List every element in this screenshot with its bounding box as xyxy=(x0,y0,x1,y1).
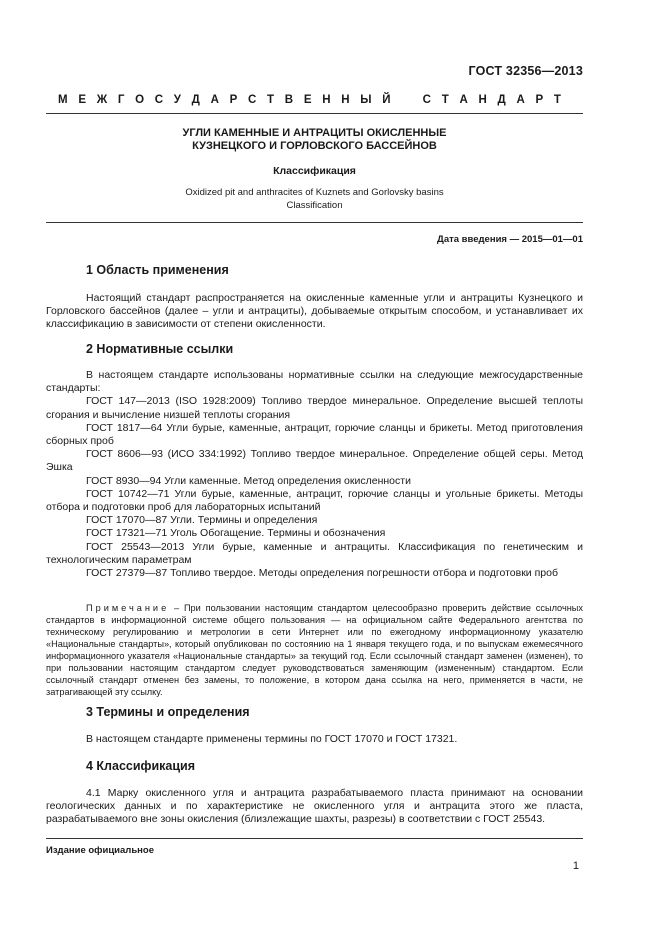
footer-rule xyxy=(46,838,583,839)
standard-type-letter: У xyxy=(173,94,181,106)
reference-item: ГОСТ 147—2013 (ISO 1928:2009) Топливо твердое минеральное. Определение высшей теплоты сгорания и вычисление низшей теплоты сгорания xyxy=(46,395,583,421)
normative-note xyxy=(46,602,583,698)
english-title-line-2: Classification xyxy=(286,199,343,211)
standard-type-letter: Т xyxy=(441,94,449,106)
standard-type-letter: С xyxy=(248,94,257,106)
standard-type-letter: Т xyxy=(553,94,561,106)
section-3-text xyxy=(46,733,583,746)
english-title xyxy=(46,187,583,212)
english-title-line-1: Oxidized pit and anthracites of Kuznets and Gorlovsky basins xyxy=(185,187,444,198)
section-4-text xyxy=(46,787,583,827)
reference-item: ГОСТ 1817—64 Угли бурые, каменные, антрацит, горючие сланцы и брикеты. Метод приготовления сборных проб xyxy=(46,421,583,448)
standard-type-letter: С xyxy=(422,94,431,106)
section-4-heading: 4 Классификация xyxy=(86,759,196,773)
section-3-heading: 3 Термины и определения xyxy=(86,705,250,719)
reference-item: ГОСТ 27379—87 Топливо твердое. Методы определения погрешности отбора и подготовки проб xyxy=(86,567,558,580)
reference-item: ГОСТ 25543—2013 Угли бурые, каменные и антрациты. Классификация по генетическим и технологическим параметрам xyxy=(46,540,583,566)
standard-type-letter: Г xyxy=(117,94,125,106)
standard-type-line xyxy=(58,94,561,106)
reference-item: ГОСТ 10742—71 Угли бурые, каменные, антрацит, горючие сланцы и угольные брикеты. Методы отбора и подготовки проб для лабораторных испытаний xyxy=(46,487,583,514)
section-4-paragraph: 4.1 Марку окисленного угля и антрацита разрабатываемого пласта принимают на основании геологических данных и по характеристике не окисленного угля и антрацита этого же пласта, разрабатываемого вне зоны окисления (близлежащие шахты, разрезы) в соответствии с ГОСТ 25543. xyxy=(46,787,583,826)
standard-type-letter: В xyxy=(284,94,294,106)
section-2-text xyxy=(46,369,583,580)
standard-type-letter: Н xyxy=(341,94,350,106)
standard-type-letter: О xyxy=(135,94,145,106)
reference-item: ГОСТ 8930—94 Угли каменные. Метод определения окисленности xyxy=(86,474,411,487)
reference-item: ГОСТ 8606—93 (ИСО 334:1992) Топливо твердое минеральное. Определение общей серы. Метод Эшка xyxy=(46,448,583,474)
title-line-1: УГЛИ КАМЕННЫЕ И АНТРАЦИТЫ ОКИСЛЕННЫЕ xyxy=(182,127,447,139)
standard-type-letter: Е xyxy=(78,94,86,106)
standard-type-letter: С xyxy=(154,94,164,106)
note-label: Примечание xyxy=(86,603,170,613)
standard-type-letter: Р xyxy=(229,94,238,106)
standard-type-letter: М xyxy=(58,94,68,106)
standard-type-letter: Р xyxy=(535,94,544,106)
standard-type-letter: Ы xyxy=(360,94,372,106)
standard-type-letter: Н xyxy=(322,94,331,106)
reference-item: ГОСТ 17321—71 Уголь Обогащение. Термины и обозначения xyxy=(86,527,386,540)
document-title xyxy=(46,127,583,153)
standard-type-letter: А xyxy=(210,94,219,106)
standard-type-letter: А xyxy=(459,94,468,106)
page-number: 1 xyxy=(572,860,579,872)
standard-type-letter: Т xyxy=(267,94,275,106)
standard-type-letter: Н xyxy=(478,94,487,106)
section-1-paragraph: Настоящий стандарт распространяется на окисленные каменные угли и антрациты Кузнецкого и Горловского бассейнов (далее – угли и антрациты), добываемые открытым способом, и устанавливает их классификацию в зависимости от степени окисленности. xyxy=(46,292,583,331)
standard-type-letter: А xyxy=(516,94,525,106)
section-3-paragraph: В настоящем стандарте применены термины по ГОСТ 17070 и ГОСТ 17321. xyxy=(86,733,458,745)
header-rule xyxy=(46,113,583,114)
introduction-date: Дата введения — 2015—01—01 xyxy=(437,234,583,245)
standard-type-letter: Д xyxy=(191,94,200,106)
section-2-intro: В настоящем стандарте использованы нормативные ссылки на следующие межгосударственные стандарты: xyxy=(46,369,583,395)
reference-item: ГОСТ 17070—87 Угли. Термины и определения xyxy=(86,514,318,527)
document-subtitle: Классификация xyxy=(273,165,356,177)
note-text: – При пользовании настоящим стандартом целесообразно проверить действие ссылочных стандартов в информационной системе общего пользования — на официальном сайте Федерального агентства по техническому регулированию и метрологии в сети Интернет или по ежегодному информационному указателю «Национальные стандарты», который опубликован по состоянию на 1 января текущего года, и по выпускам ежемесячного информационного указателя «Национальные стандарты» за текущий год. Если ссылочный стандарт заменен (изменен), то при пользовании настоящим стандартом следует руководствоваться заменяющим (измененным) стандартом. Если ссылочный стандарт отменен без замены, то положение, в котором дана ссылка на него, применяется в части, не затрагивающей эту ссылку. xyxy=(46,603,583,697)
section-2-heading: 2 Нормативные ссылки xyxy=(86,342,234,356)
standard-type-letter: Е xyxy=(303,94,312,106)
official-edition-label: Издание официальное xyxy=(46,845,154,856)
section-1-heading: 1 Область применения xyxy=(86,263,229,277)
section-1-text xyxy=(46,292,583,332)
standard-type-letter: Д xyxy=(497,94,506,106)
gost-code: ГОСТ 32356—2013 xyxy=(468,64,583,78)
standard-type-letter: Ж xyxy=(96,94,108,106)
title-rule xyxy=(46,222,583,223)
title-line-2: КУЗНЕЦКОГО И ГОРЛОВСКОГО БАССЕЙНОВ xyxy=(192,140,437,152)
standard-type-letter: Й xyxy=(382,94,391,106)
